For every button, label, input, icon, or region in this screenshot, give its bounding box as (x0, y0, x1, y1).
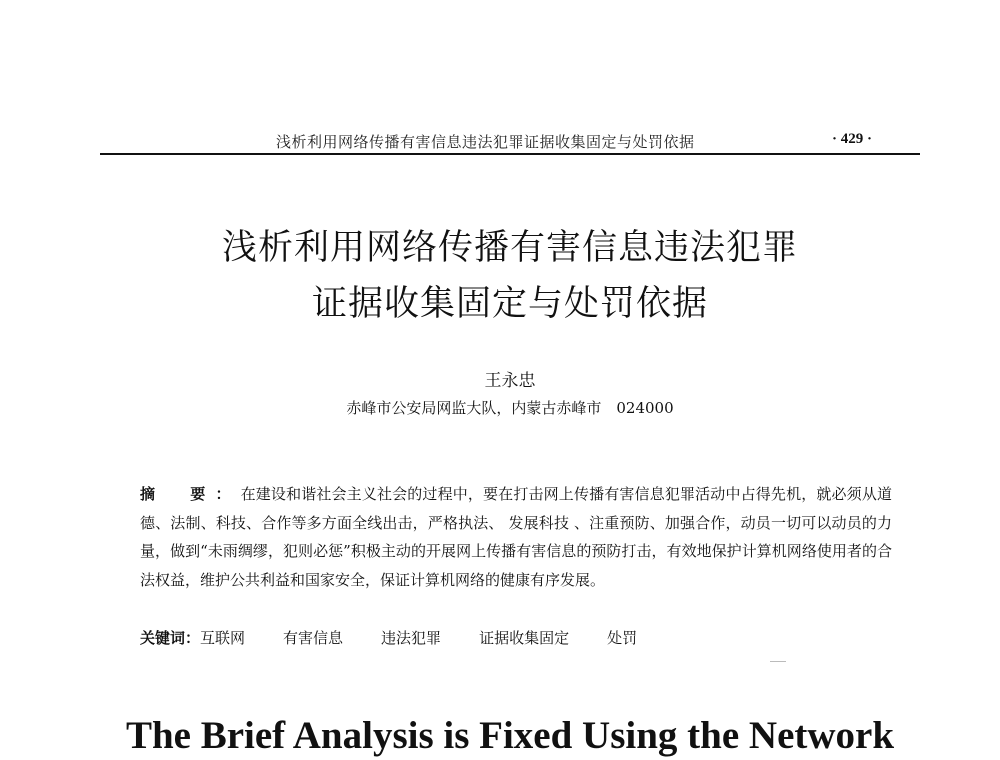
english-title: The Brief Analysis is Fixed Using the Network (125, 714, 895, 757)
header-rule (100, 153, 920, 155)
author-affiliation: 赤峰市公安局网监大队，内蒙古赤峰市 024000 (346, 399, 674, 417)
paper-title (100, 220, 920, 332)
page-number: · 429 · (832, 131, 873, 147)
keyword-item: 互联网 (200, 629, 246, 647)
keywords (140, 627, 892, 648)
abstract-text: 在建设和谐社会主义社会的过程中，要在打击网上传播有害信息犯罪活动中占得先机，就必须从道德、法制、科技、合作等多方面全线出击，严格执法、 发展科技 、注重预防、加强合作，动员一切可以动员的力量，做到“未雨绸缪，犯则必惩”积极主动的开展网上传播有害信息的预防打击，有效地保护计算机网络使用者的合法权益，维护公共利益和国家安全，保证计算机网络的健康有序发展。 (140, 485, 892, 589)
abstract (140, 480, 892, 594)
keyword-item: 处罚 (607, 629, 638, 647)
running-header (100, 131, 920, 157)
running-title: 浅析利用网络传播有害信息违法犯罪证据收集固定与处罚依据 (276, 133, 695, 151)
keyword-item: 有害信息 (283, 629, 344, 647)
keyword-item: 违法犯罪 (381, 629, 442, 647)
scan-mark (770, 661, 786, 662)
title-line-2: 证据收集固定与处罚依据 (311, 284, 708, 324)
keyword-item: 证据收集固定 (479, 629, 570, 647)
keywords-label: 关键词： (140, 629, 201, 647)
author-name: 王永忠 (484, 371, 536, 391)
title-line-1: 浅析利用网络传播有害信息违法犯罪 (221, 228, 798, 268)
abstract-paragraph (140, 480, 892, 594)
abstract-label: 摘 要： (140, 485, 241, 503)
